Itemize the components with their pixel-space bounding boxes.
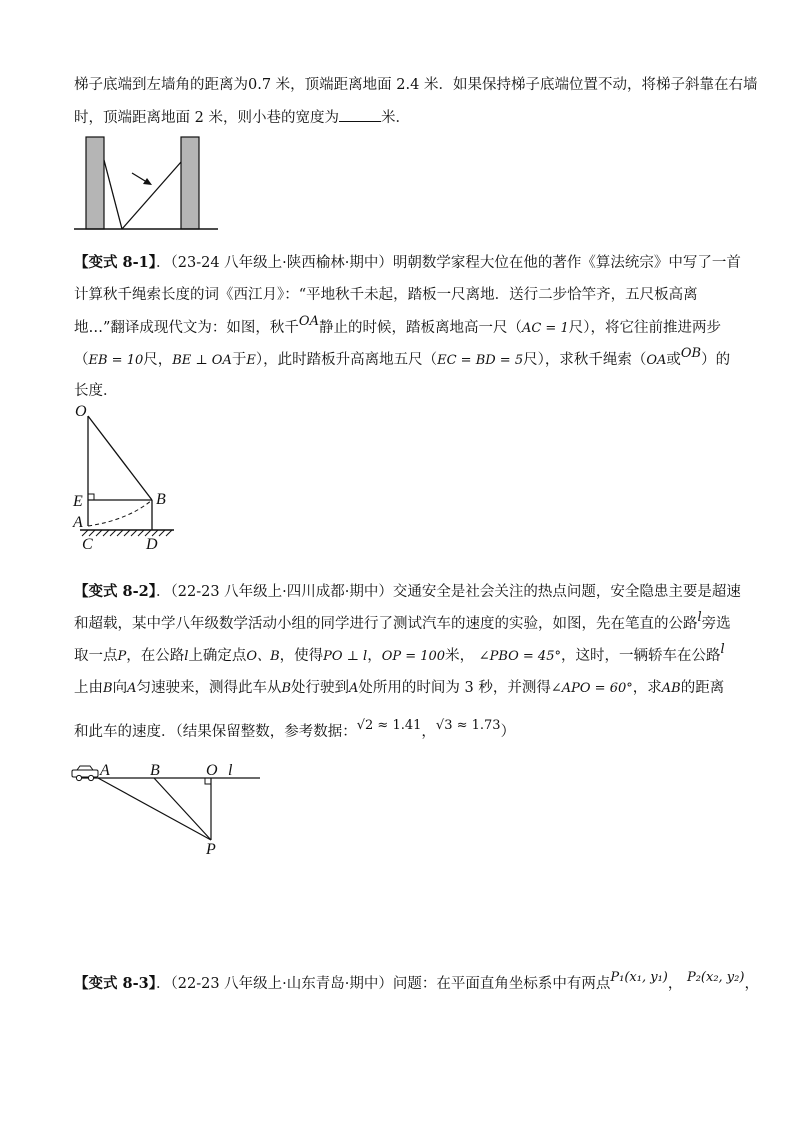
q81-line4-e: 于 [231, 352, 247, 368]
q82-line1 [74, 582, 741, 602]
q81-line1 [74, 253, 741, 273]
q81-math-perp: BE ⊥ OA [172, 353, 232, 368]
q81-math-e: E [246, 353, 256, 368]
swing-arc [88, 500, 152, 526]
q81-math-oa2: OA [646, 353, 667, 368]
q82-line2-text: 和超载，某中学八年级数学活动小组的同学进行了测试汽车的速度的实验，如图，先在笔直的公路 [74, 616, 698, 632]
ground-hatching [82, 530, 172, 536]
q83-tag: 【变式 8-3】 [74, 975, 156, 992]
p1-line2 [74, 107, 410, 128]
q82-line3-k: 米， [445, 648, 475, 664]
q82-math-ob: O、B [246, 649, 280, 664]
q81-line3-text-d: 尺），将它往前推进两步 [568, 320, 721, 336]
q82-line4-a: 上由 [74, 680, 103, 696]
q82-line4-e: 匀速驶来，测得此车从 [136, 680, 282, 696]
q81-math-eb: EB = 10 [88, 353, 144, 368]
swing-figure [70, 400, 180, 553]
label-p-road: P [206, 841, 216, 858]
q82-line4-c: 向 [112, 680, 128, 696]
q83-end: ， [744, 976, 759, 992]
q81-line4-g: ），此时踏板升高离地五尺（ [255, 352, 438, 368]
q82-line4-g: 处行驶到 [291, 680, 350, 696]
q81-line2: 计算秋千绳索长度的词《西江月》：“平地秋千未起，踏板一尺离地．送行二步恰竿齐，五尺板高离 [74, 287, 698, 303]
ladder-figure [74, 135, 224, 231]
q82-line2 [74, 610, 731, 635]
q81-math-oa: OA [298, 314, 319, 329]
q81-math-ac: AC = 1 [521, 321, 569, 336]
q83-line1 [74, 970, 759, 995]
q82-line5-e: ） [500, 724, 516, 740]
q82-math-p: P [117, 649, 127, 664]
q82-line5-c: ， [421, 724, 436, 740]
q82-math-a: A [127, 681, 137, 696]
q82-math-b2: B [281, 681, 292, 696]
q81-line3 [74, 314, 721, 339]
q83-math-p1: P₁(x₁, y₁) [610, 970, 668, 985]
label-o: O [75, 403, 87, 420]
q82-line3-a: 取一点 [74, 648, 118, 664]
q81-line3-text-a: 地…”翻译成现代文为：如图，秋千 [74, 320, 299, 336]
q82-line3-m: ，这时，一辆轿车在公路 [560, 648, 721, 664]
left-wall [86, 137, 104, 229]
ladder-left [104, 160, 122, 229]
q82-line2-end: 旁选 [701, 616, 731, 632]
p1-line1: 梯子底端到左墙角的距离为0.7 米，顶端距离地面 2.4 米．如果保持梯子底端位置不动，将梯子斜靠在右墙 [74, 77, 758, 93]
q82-math-l: l [697, 610, 702, 625]
right-angle-e [88, 494, 94, 500]
p1-line2-text: 时，顶端距离地面 2 米，则小巷的宽度为 [74, 110, 339, 126]
q81-math-ec: EC = BD = 5 [437, 353, 524, 368]
q81-line4-c: 尺， [143, 352, 173, 368]
q82-math-op: OP = 100 [381, 649, 446, 664]
segment-ap [98, 778, 211, 840]
q81-line1-text: ．（23-24 八年级上·陕西榆林·期中）明朝数学家程大位在他的著作《算法统宗》中写了一首 [156, 255, 741, 271]
q81-line4-m: ）的 [701, 352, 731, 368]
q82-line3-g: ，使得 [279, 648, 324, 664]
arrow-head [143, 178, 152, 185]
q82-line4 [74, 678, 724, 699]
q82-math-a2: A [349, 681, 359, 696]
q83-line1-text: ．（22-23 八年级上·山东青岛·期中）问题：在平面直角坐标系中有两点 [156, 976, 611, 992]
rope-ob [88, 416, 152, 500]
p1-line2-unit: 米． [380, 110, 410, 126]
q82-math-b: B [103, 681, 113, 696]
q82-line4-k: ，求 [632, 680, 662, 696]
q83-math-p2: P₂(x₂, y₂) [686, 970, 745, 985]
segment-bp [154, 778, 211, 840]
q82-math-l2: l [184, 649, 189, 664]
label-o-road: O [206, 762, 218, 779]
q82-line5-a: 和此车的速度．（结果保留整数，参考数据： [74, 724, 357, 740]
q82-line3-e: 上确定点 [188, 648, 247, 664]
q81-line5: 长度． [74, 383, 118, 399]
right-wall [181, 137, 199, 229]
road-figure [70, 762, 260, 856]
q82-line1-text: ．（22-23 八年级上·四川成都·期中）交通安全是社会关注的热点问题，安全隐患主要是超速 [156, 584, 741, 600]
q82-line5 [74, 718, 516, 743]
q81-line4-k: 或 [666, 352, 681, 368]
q82-tag: 【变式 8-2】 [74, 583, 156, 600]
q82-line3 [74, 642, 725, 667]
q81-line4 [74, 346, 731, 371]
ladder-right [122, 162, 181, 229]
q82-math-pbo: ∠PBO = 45° [478, 649, 561, 664]
q82-line4-i: 处所用的时间为 3 秒，并测得 [358, 680, 551, 696]
q82-line3-c: ，在公路 [126, 648, 185, 664]
label-e: E [73, 493, 83, 510]
label-d: D [146, 536, 158, 553]
label-a: A [73, 514, 83, 531]
q81-math-ob: OB [680, 346, 702, 361]
q81-line3-text-b: 静止的时候，踏板离地高一尺（ [318, 320, 522, 336]
label-b: B [156, 491, 166, 508]
label-l-road: l [228, 762, 233, 779]
answer-blank [339, 107, 381, 122]
label-a-road: A [100, 762, 110, 779]
label-c: C [82, 536, 93, 553]
q82-math-apo: ∠APO = 60° [550, 681, 633, 696]
q81-line4-i: 尺），求秋千绳索（ [523, 352, 647, 368]
q81-line4-a: （ [74, 352, 89, 368]
q82-math-po-perp: PO ⊥ l [323, 649, 368, 664]
q82-line4-m: 的距离 [680, 680, 725, 696]
q82-math-ab: AB [661, 681, 681, 696]
q82-math-l3: l [720, 642, 725, 657]
q82-math-sqrt2: √2 ≈ 1.41 [356, 718, 422, 733]
q83-sep: ， [667, 976, 683, 992]
q81-tag: 【变式 8-1】 [74, 254, 156, 271]
q82-line3-i: ， [367, 648, 382, 664]
label-b-road: B [150, 762, 160, 779]
q82-math-sqrt3: √3 ≈ 1.73 [435, 718, 501, 733]
